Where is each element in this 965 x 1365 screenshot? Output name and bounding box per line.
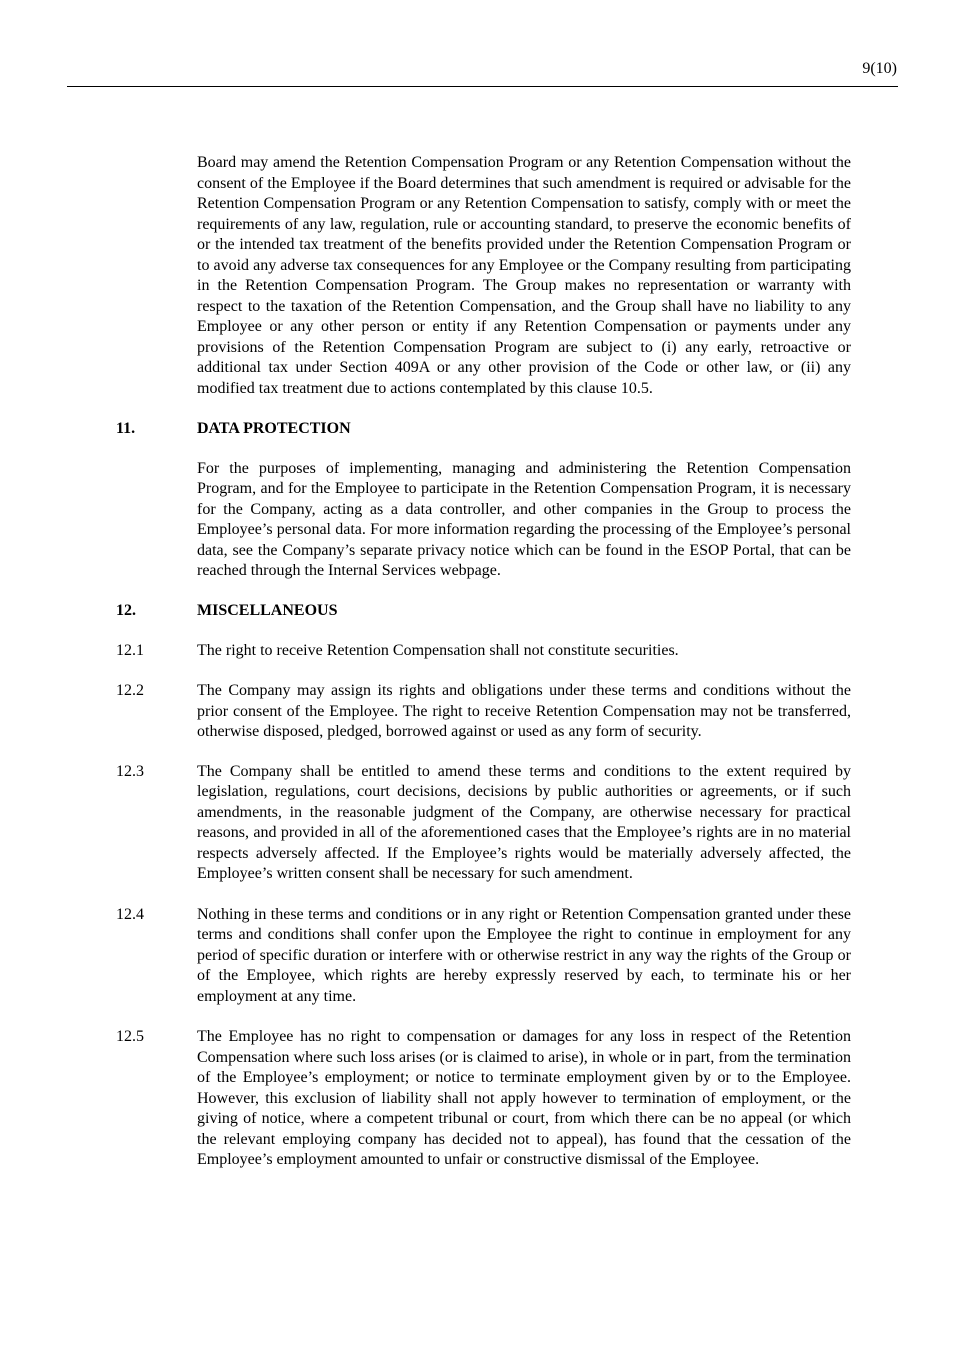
clause-number: 12.1 bbox=[116, 642, 144, 659]
clause-12-1 bbox=[116, 641, 851, 662]
clause-number: 12.5 bbox=[116, 1028, 144, 1045]
clause-12-4 bbox=[116, 905, 851, 1008]
clause-number: 12.4 bbox=[116, 905, 144, 923]
section-11-number: 11. bbox=[116, 419, 136, 437]
section-11-title: DATA PROTECTION bbox=[197, 419, 351, 437]
clause-text: The Company may assign its rights and obligations under these terms and conditions without the prior consent of the Employee. The right to receive Retention Compensation may not be transferred, otherwise disposed, pledged, borrowed against or used as any form of security. bbox=[197, 682, 851, 740]
section-11-body: For the purposes of implementing, managing and administering the Retention Compensation Program, and for the Employee to participate in the Retention Compensation Program, it is necessary for the Company, acting as a data controller, and other companies in the Group to process the Employee’s personal data. For more information regarding the processing of the Employee’s personal data, see the Company’s separate privacy notice which can be found in the ESOP Portal, that can be reached through the Internal Services webpage. bbox=[197, 459, 851, 579]
section-12-title: MISCELLANEOUS bbox=[197, 602, 338, 619]
clause-12-5 bbox=[116, 1027, 851, 1171]
clause-12-3 bbox=[116, 762, 851, 885]
document-body bbox=[116, 153, 851, 1171]
section-11-heading bbox=[116, 419, 851, 440]
continuation-paragraph: Board may amend the Retention Compensation Program or any Retention Compensation without the consent of the Employee if the Board determines that such amendment is required or advisable for the Retention Compensation Program or any Retention Compensation to satisfy, comply with or meet the requirements of any law, regulation, rule or accounting standard, to preserve the economic benefits of or the intended tax treatment of the benefits provided under the Retention Compensation Program or to avoid any adverse tax consequences for any Employee or the Company resulting from participating in the Retention Compensation Program. The Group makes no representation or warranty with respect to the taxation of the Retention Compensation, and the Group shall have no liability to any Employee or any other person or entity if any Retention Compensation or payments under any provisions of the Retention Compensation Program are subject to (i) any early, retroactive or additional tax under Section 409A or any other provision of the Code or other law, or (ii) any modified tax treatment due to actions contemplated by this clause 10.5. bbox=[197, 154, 851, 397]
page-number: 9(10) bbox=[862, 60, 897, 77]
clause-text: The Company shall be entitled to amend these terms and conditions to the extent required by legislation, regulations, court decisions, decisions by public authorities or agreements, or if such amendments, in the reasonable judgment of the Company, are otherwise necessary for practical reasons, and provided in all of the aforementioned cases that the Employee’s rights are in no material respects adversely affected. If the Employee’s rights would be materially adversely affected, the Employee’s written consent shall be necessary for such amendment. bbox=[197, 762, 851, 882]
section-12-heading bbox=[116, 601, 851, 622]
header-divider bbox=[67, 86, 898, 87]
section-12-number: 12. bbox=[116, 602, 136, 619]
clause-12-2 bbox=[116, 681, 851, 743]
clause-number: 12.3 bbox=[116, 762, 144, 780]
clause-text: The Employee has no right to compensation or damages for any loss in respect of the Retention Compensation where such loss arises (or is claimed to arise), in whole or in part, from the termination of the Employee’s employment; or notice to terminate employment given by or to the Employee. However, this exclusion of liability shall not apply however to termination of employment, or the giving of notice, where a competent tribunal or court, from which there can be no appeal (or which the relevant employing company has decided not to appeal), has found that the cessation of the Employee’s employment amounted to unfair or constructive dismissal of the Employee. bbox=[197, 1028, 851, 1168]
clause-text: The right to receive Retention Compensation shall not constitute securities. bbox=[197, 642, 679, 659]
clause-number: 12.2 bbox=[116, 682, 144, 699]
clause-text: Nothing in these terms and conditions or in any right or Retention Compensation granted under these terms and conditions shall confer upon the Employee the right to continue in employment for any period of specific duration or interfere with or otherwise restrict in any way the rights of the Group or of the Employee, which rights are hereby expressly reserved by each, to terminate his or her employment at any time. bbox=[197, 905, 851, 1005]
